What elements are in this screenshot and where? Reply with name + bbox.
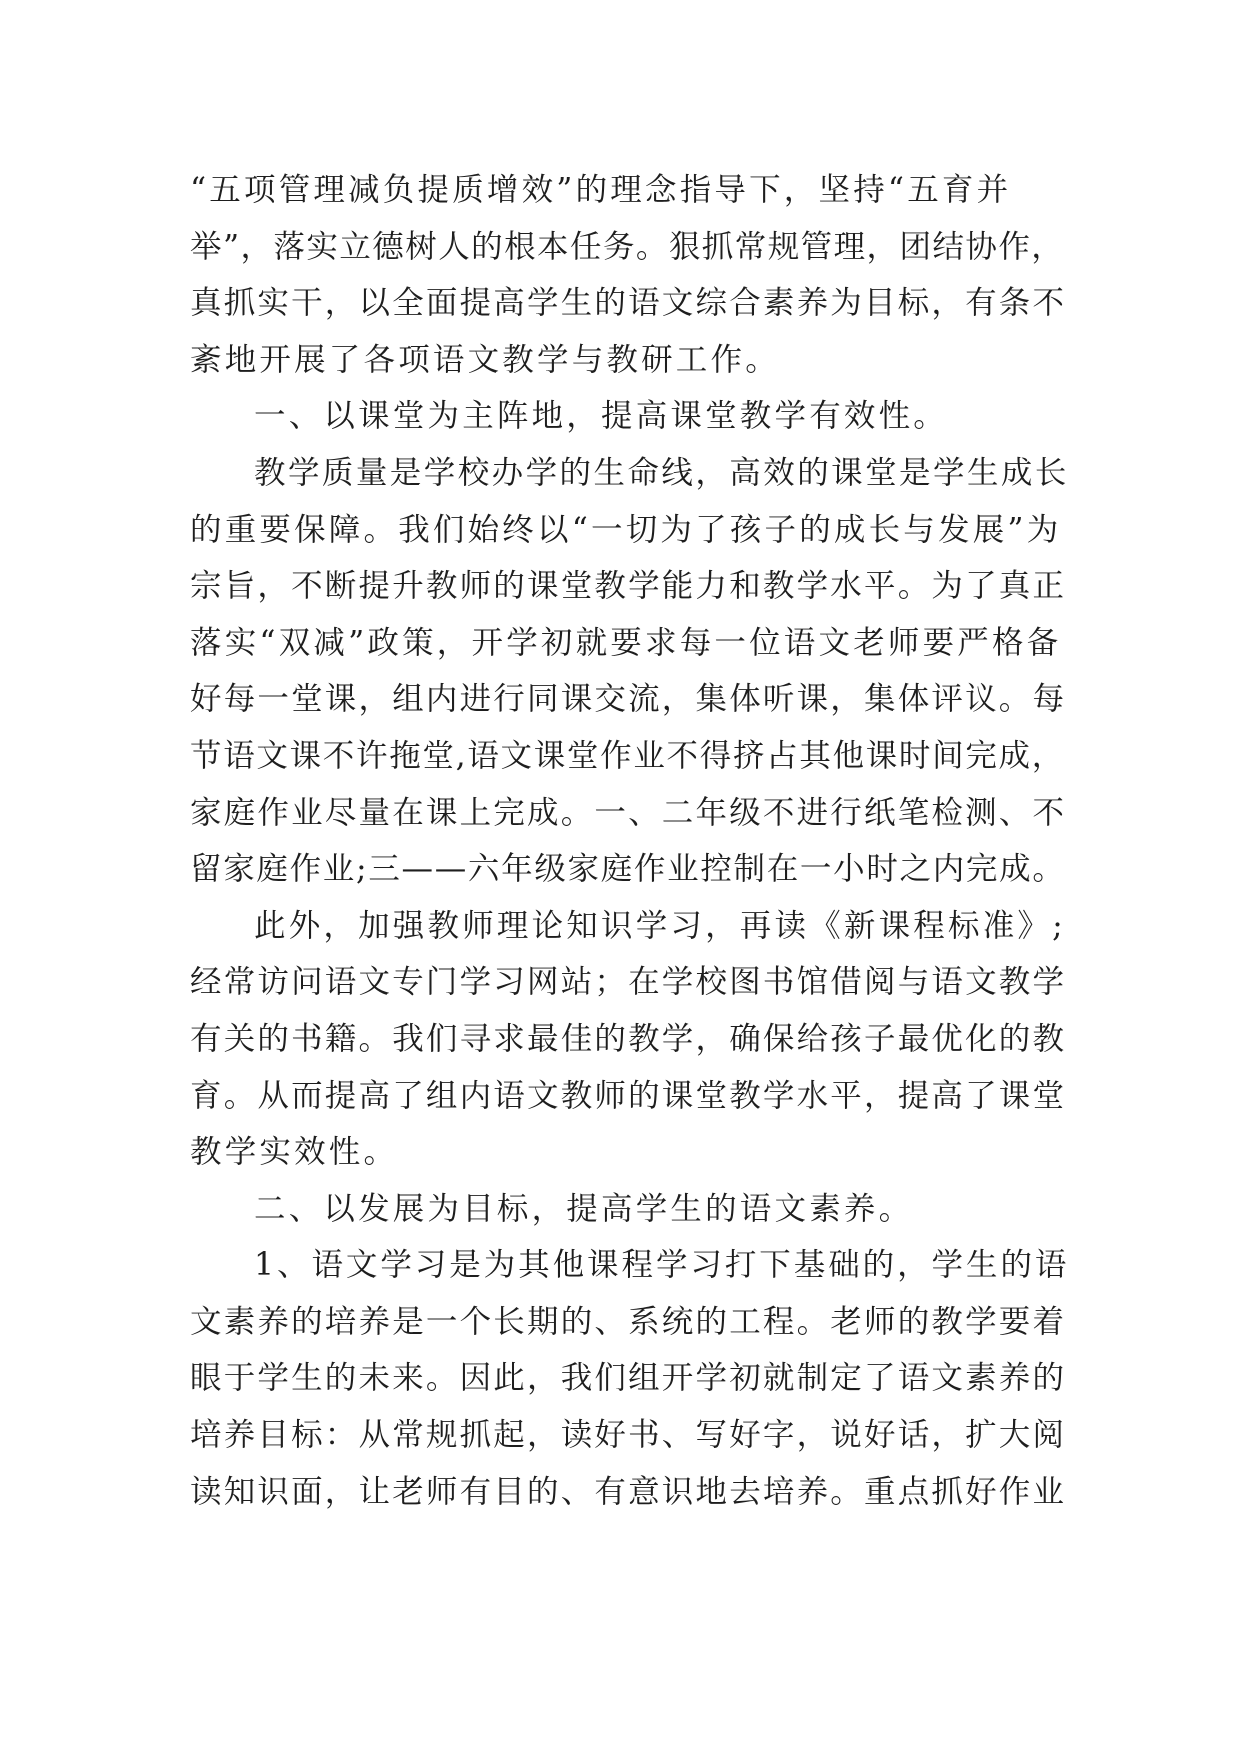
text-line-21: 文素养的培养是一个长期的、系统的工程。老师的教学要着 xyxy=(190,1303,1067,1340)
text-line-23: 培养目标：从常规抓起，读好书、写好字，说好话，扩大阅 xyxy=(190,1417,1067,1454)
text-line-10: 好每一堂课，组内进行同课交流，集体听课，集体评议。每 xyxy=(190,681,1067,718)
text-line-7: 的重要保障。我们始终以“一切为了孩子的成长与发展”为 xyxy=(190,511,1062,548)
text-line-24: 读知识面，让老师有目的、有意识地去培养。重点抓好作业 xyxy=(190,1473,1067,1510)
text-line-14: 此外，加强教师理论知识学习，再读《新课程标准》; xyxy=(254,907,1066,944)
text-line-6: 教学质量是学校办学的生命线，高效的课堂是学生成长 xyxy=(254,454,1069,491)
text-line-13: 留家庭作业;三——六年级家庭作业控制在一小时之内完成。 xyxy=(190,851,1066,888)
section-heading-1: 一、以课堂为主阵地，提高课堂教学有效性。 xyxy=(254,398,949,435)
text-line-1: “五项管理减负提质增效”的理念指导下，坚持“五育并 xyxy=(190,172,1012,208)
text-line-17: 育。从而提高了组内语文教师的课堂教学水平，提高了课堂 xyxy=(190,1077,1067,1114)
text-line-8: 宗旨，不断提升教师的课堂教学能力和教学水平。为了真正 xyxy=(190,568,1067,605)
text-line-22: 眼于学生的未来。因此，我们组开学初就制定了语文素养的 xyxy=(190,1360,1067,1397)
text-line-15: 经常访问语文专门学习网站；在学校图书馆借阅与语文教学 xyxy=(190,964,1067,1001)
text-line-12: 家庭作业尽量在课上完成。一、二年级不进行纸笔检测、不 xyxy=(190,794,1067,831)
text-line-4: 紊地开展了各项语文教学与教研工作。 xyxy=(190,341,780,378)
text-line-9: 落实“双减”政策，开学初就要求每一位语文老师要严格备 xyxy=(190,624,1062,661)
text-line-20: 1、语文学习是为其他课程学习打下基础的，学生的语 xyxy=(254,1247,1070,1284)
text-line-3: 真抓实干，以全面提高学生的语文综合素养为目标，有条不 xyxy=(190,285,1067,322)
text-line-16: 有关的书籍。我们寻求最佳的教学，确保给孩子最优化的教 xyxy=(190,1020,1067,1057)
section-heading-2: 二、以发展为目标，提高学生的语文素养。 xyxy=(254,1190,914,1227)
text-line-2: 举”，落实立德树人的根本任务。狠抓常规管理，团结协作， xyxy=(190,228,1065,265)
text-line-18: 教学实效性。 xyxy=(190,1134,399,1171)
document-body xyxy=(190,162,1070,1520)
text-line-11: 节语文课不许拖堂,语文课堂作业不得挤占其他课时间完成， xyxy=(190,737,1065,774)
